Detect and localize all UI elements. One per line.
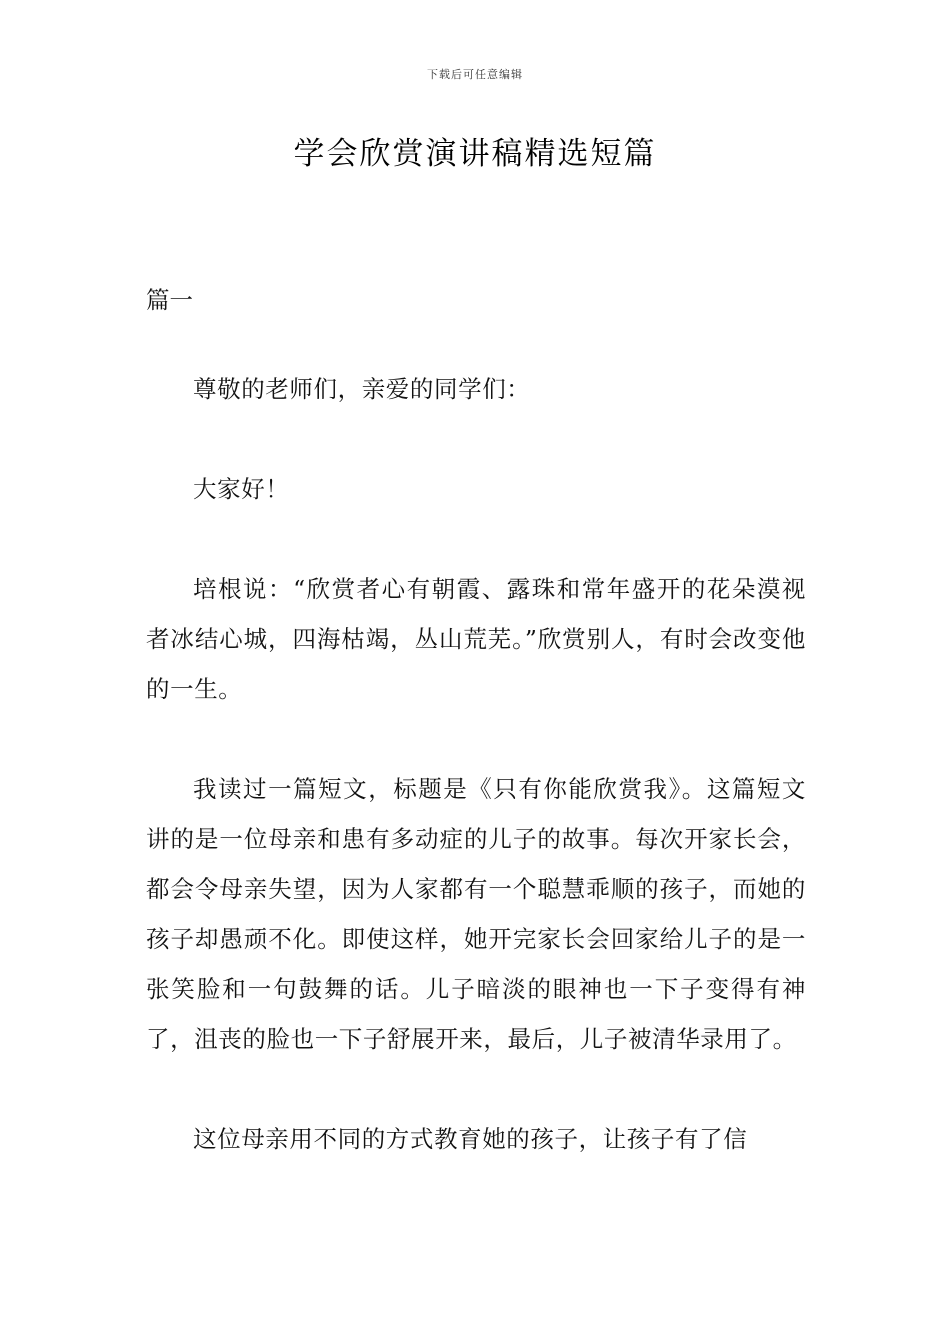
document-body bbox=[146, 282, 806, 1214]
paragraph-bacon-quote: 培根说：“欣赏者心有朝霞、露珠和常年盛开的花朵漠视者冰结心城，四海枯竭，丛山荒芜。”欣赏别人，有时会改变他的一生。 bbox=[146, 575, 806, 703]
paragraph-greeting: 大家好！ bbox=[193, 475, 290, 503]
document-title: 学会欣赏演讲稿精选短篇 bbox=[293, 136, 657, 172]
paragraph-salutation: 尊敬的老师们，亲爱的同学们： bbox=[193, 375, 531, 403]
header-note: 下载后可任意编辑 bbox=[427, 68, 523, 81]
paragraph-conclusion: 这位母亲用不同的方式教育她的孩子，让孩子有了信 bbox=[193, 1125, 748, 1153]
paragraph-story: 我读过一篇短文，标题是《只有你能欣赏我》。这篇短文讲的是一位母亲和患有多动症的儿子的故事。每次开家长会，都会令母亲失望，因为人家都有一个聪慧乖顺的孩子，而她的孩子却愚顽不化。即使这样，她开完家长会回家给儿子的是一张笑脸和一句鼓舞的话。儿子暗淡的眼神也一下子变得有神了，沮丧的脸也一下子舒展开来，最后，儿子被清华录用了。 bbox=[146, 775, 806, 1053]
section-heading: 篇一 bbox=[146, 286, 193, 314]
